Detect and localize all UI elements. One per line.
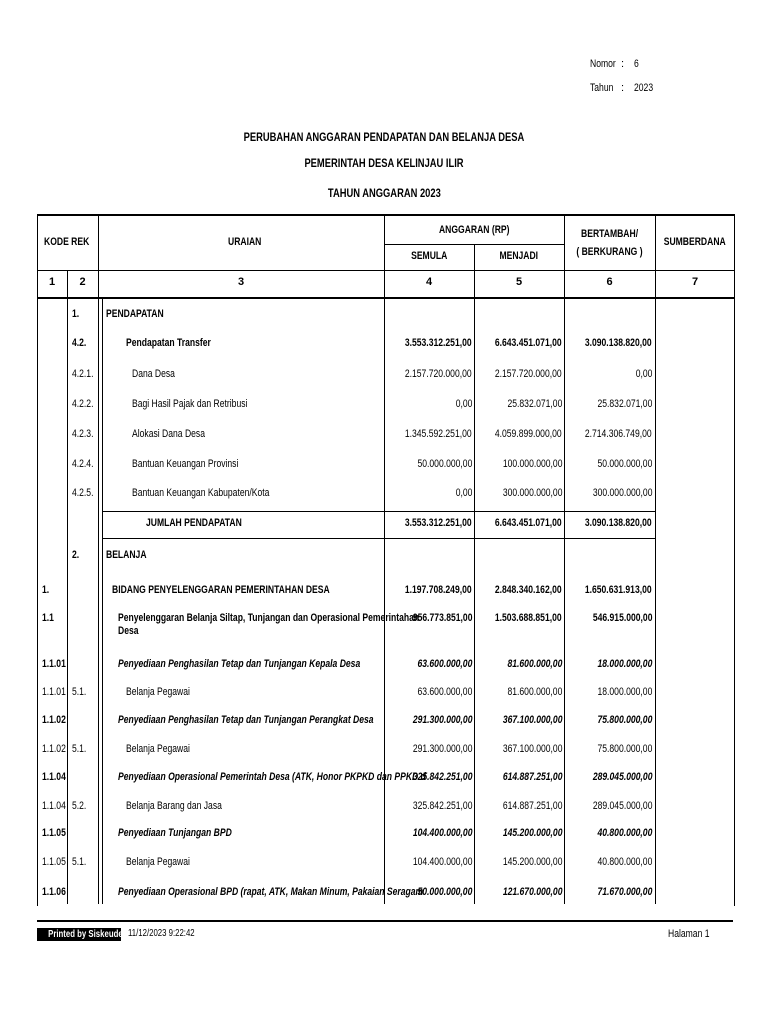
printed-by-badge: Printed by Siskeudes	[37, 928, 121, 941]
row-selisih: 18.000.000,00	[597, 658, 652, 670]
row-menjadi: 100.000.000,00	[502, 458, 562, 470]
print-timestamp: 11/12/2023 9:22:42	[128, 928, 195, 939]
row-semula: 63.600.000,00	[417, 686, 472, 698]
row-kode-1	[42, 368, 68, 381]
row-menjadi: 1.503.688.851,00	[495, 612, 562, 624]
row-kode-1: 1.1.02	[42, 714, 66, 726]
row-selisih: 40.800.000,00	[597, 856, 652, 868]
row-semula: 0,00	[455, 398, 472, 410]
row-uraian: Bantuan Keuangan Kabupaten/Kota	[132, 487, 270, 499]
row-semula: 0,00	[455, 487, 472, 499]
row-selisih: 0,00	[635, 368, 652, 380]
row-kode-2	[72, 886, 100, 899]
row-kode-2: 4.2.4.	[72, 458, 94, 470]
row-selisih	[566, 308, 652, 320]
row-menjadi	[476, 549, 562, 561]
nomor-colon: :	[621, 58, 625, 70]
row-menjadi: 2.157.720.000,00	[495, 368, 562, 380]
row-menjadi: 300.000.000,00	[502, 487, 562, 499]
row-semula: 325.842.251,00	[412, 800, 472, 812]
row-uraian: Penyediaan Operasional Pemerintah Desa (ATK, Honor PKPKD dan PPKD d	[118, 771, 426, 783]
row-selisih: 3.090.138.820,00	[585, 517, 652, 529]
row-kode-2: 4.2.3.	[72, 428, 94, 440]
row-kode-1: 1.1.06	[42, 886, 66, 898]
row-kode-2: 4.2.1.	[72, 368, 94, 380]
nomor-label: Nomor	[590, 58, 616, 70]
row-semula: 63.600.000,00	[417, 658, 472, 670]
row-menjadi: 367.100.000,00	[502, 714, 562, 726]
row-kode-2	[72, 517, 100, 530]
row-kode-2	[72, 827, 100, 840]
header-divider	[37, 297, 735, 299]
row-selisih: 75.800.000,00	[597, 714, 652, 726]
row-kode-1: 1.	[42, 584, 50, 596]
footer-rule	[37, 920, 733, 922]
row-semula: 1.345.592.251,00	[405, 428, 472, 440]
row-kode-2: 5.1.	[72, 743, 87, 755]
row-uraian: Belanja Pegawai	[126, 856, 190, 868]
row-selisih: 50.000.000,00	[597, 458, 652, 470]
row-selisih: 18.000.000,00	[597, 686, 652, 698]
document-title: PERUBAHAN ANGGARAN PENDAPATAN DAN BELANJA DESA	[243, 130, 525, 144]
row-selisih: 40.800.000,00	[597, 827, 652, 839]
row-kode-1: 1.1.04	[42, 800, 66, 812]
row-kode-2: 2.	[72, 549, 80, 561]
header-divider	[384, 244, 564, 245]
col-number: 3	[237, 276, 245, 288]
row-semula: 1.197.708.249,00	[405, 584, 472, 596]
row-kode-1: 1.1.01	[42, 658, 66, 670]
row-uraian: Penyediaan Penghasilan Tetap dan Tunjangan Kepala Desa	[118, 658, 361, 670]
row-selisih: 2.714.306.749,00	[585, 428, 652, 440]
col-divider	[474, 244, 475, 904]
header-uraian: URAIAN	[228, 236, 262, 248]
row-uraian: Penyediaan Tunjangan BPD	[118, 827, 232, 839]
row-uraian: Penyelenggaran Belanja Siltap, Tunjangan dan Operasional Pemerintahan	[118, 612, 420, 624]
row-uraian: BELANJA	[106, 549, 147, 561]
tahun-colon: :	[621, 82, 625, 94]
row-kode-2	[72, 584, 100, 597]
row-kode-2: 1.	[72, 308, 80, 320]
row-selisih: 75.800.000,00	[597, 743, 652, 755]
header-divider	[37, 270, 735, 271]
row-selisih: 3.090.138.820,00	[585, 337, 652, 349]
col-divider	[384, 216, 385, 904]
row-semula: 104.400.000,00	[412, 856, 472, 868]
header-menjadi: MENJADI	[499, 250, 539, 262]
col-divider	[655, 216, 656, 904]
row-kode-2: 5.2.	[72, 800, 87, 812]
row-selisih: 289.045.000,00	[592, 800, 652, 812]
document-subtitle-year: TAHUN ANGGARAN 2023	[327, 186, 441, 200]
row-kode-2: 4.2.5.	[72, 487, 94, 499]
row-kode-2	[72, 658, 100, 671]
row-kode-1	[42, 517, 68, 530]
row-kode-2	[72, 714, 100, 727]
row-menjadi: 145.200.000,00	[502, 827, 562, 839]
col-number: 5	[515, 276, 523, 288]
document-subtitle-village: PEMERINTAH DESA KELINJAU ILIR	[304, 156, 464, 170]
header-sumberdana: SUMBERDANA	[664, 236, 726, 248]
row-semula: 2.157.720.000,00	[405, 368, 472, 380]
row-semula: 50.000.000,00	[417, 886, 472, 898]
nomor-value: 6	[634, 58, 639, 70]
total-divider	[102, 538, 655, 539]
row-menjadi: 4.059.899.000,00	[495, 428, 562, 440]
row-selisih: 289.045.000,00	[592, 771, 652, 783]
row-kode-1	[42, 428, 68, 441]
col-number: 4	[425, 276, 433, 288]
row-uraian: Belanja Pegawai	[126, 686, 190, 698]
row-menjadi: 145.200.000,00	[502, 856, 562, 868]
tahun-value: 2023	[634, 82, 654, 94]
row-semula: 104.400.000,00	[412, 827, 472, 839]
row-menjadi: 25.832.071,00	[507, 398, 562, 410]
row-kode-2: 5.1.	[72, 856, 87, 868]
header-bertambah: BERTAMBAH/	[580, 228, 639, 240]
row-menjadi: 614.887.251,00	[502, 771, 562, 783]
row-kode-1: 1.1.01	[42, 686, 66, 698]
row-menjadi: 121.670.000,00	[502, 886, 562, 898]
header-kode-rek: KODE REK	[44, 236, 90, 248]
row-kode-1	[42, 398, 68, 411]
row-selisih: 71.670.000,00	[597, 886, 652, 898]
row-selisih: 25.832.071,00	[597, 398, 652, 410]
row-uraian: Bantuan Keuangan Provinsi	[132, 458, 239, 470]
row-semula	[386, 549, 472, 561]
row-semula: 291.300.000,00	[412, 743, 472, 755]
row-uraian: Belanja Pegawai	[126, 743, 190, 755]
row-kode-2	[72, 771, 100, 784]
row-kode-1: 1.1	[42, 612, 54, 624]
row-uraian: PENDAPATAN	[106, 308, 164, 320]
row-menjadi: 81.600.000,00	[507, 686, 562, 698]
row-semula	[386, 308, 472, 320]
page-number: Halaman 1	[668, 928, 710, 940]
col-divider	[102, 298, 103, 904]
row-uraian: BIDANG PENYELENGGARAN PEMERINTAHAN DESA	[112, 584, 330, 596]
row-uraian: Penyediaan Operasional BPD (rapat, ATK, Makan Minum, Pakaian Seragam	[118, 886, 424, 898]
row-menjadi: 81.600.000,00	[507, 658, 562, 670]
row-kode-1	[42, 308, 68, 321]
tahun-label: Tahun	[590, 82, 614, 94]
row-kode-2: 4.2.2.	[72, 398, 94, 410]
row-kode-1: 1.1.02	[42, 743, 66, 755]
col-divider	[564, 216, 565, 904]
row-menjadi: 2.848.340.162,00	[495, 584, 562, 596]
col-number: 6	[606, 276, 613, 288]
row-kode-1: 1.1.05	[42, 827, 66, 839]
row-semula: 3.553.312.251,00	[405, 337, 472, 349]
row-selisih	[566, 549, 652, 561]
col-number: 7	[691, 276, 699, 288]
header-berkurang: ( BERKURANG )	[576, 246, 643, 258]
row-kode-1	[42, 458, 68, 471]
row-semula: 325.842.251,00	[412, 771, 472, 783]
row-kode-2: 5.1.	[72, 686, 87, 698]
row-uraian: Belanja Barang dan Jasa	[126, 800, 222, 812]
row-uraian: Penyediaan Penghasilan Tetap dan Tunjangan Perangkat Desa	[118, 714, 374, 726]
row-kode-2	[72, 612, 100, 625]
row-kode-1	[42, 549, 68, 562]
row-semula: 50.000.000,00	[417, 458, 472, 470]
col-number: 1	[48, 276, 56, 288]
row-uraian: Bagi Hasil Pajak dan Retribusi	[132, 398, 248, 410]
row-selisih: 300.000.000,00	[592, 487, 652, 499]
header-anggaran: ANGGARAN (RP)	[438, 224, 510, 236]
row-uraian: Alokasi Dana Desa	[132, 428, 205, 440]
row-menjadi: 367.100.000,00	[502, 743, 562, 755]
row-kode-1: 1.1.05	[42, 856, 66, 868]
row-menjadi	[476, 308, 562, 320]
row-uraian: Pendapatan Transfer	[126, 337, 211, 349]
row-semula: 3.553.312.251,00	[405, 517, 472, 529]
row-kode-1	[42, 487, 68, 500]
row-menjadi: 614.887.251,00	[502, 800, 562, 812]
row-kode-2: 4.2.	[72, 337, 87, 349]
row-menjadi: 6.643.451.071,00	[495, 517, 562, 529]
row-kode-1	[42, 337, 68, 350]
row-semula: 956.773.851,00	[412, 612, 472, 624]
header-semula: SEMULA	[410, 250, 448, 262]
row-uraian: JUMLAH PENDAPATAN	[146, 517, 242, 529]
row-uraian: Dana Desa	[132, 368, 175, 380]
col-number: 2	[79, 276, 86, 288]
row-uraian-cont: Desa	[118, 625, 139, 637]
row-selisih: 546.915.000,00	[592, 612, 652, 624]
total-divider	[102, 511, 655, 512]
row-kode-1: 1.1.04	[42, 771, 66, 783]
row-semula: 291.300.000,00	[412, 714, 472, 726]
row-menjadi: 6.643.451.071,00	[495, 337, 562, 349]
row-selisih: 1.650.631.913,00	[585, 584, 652, 596]
